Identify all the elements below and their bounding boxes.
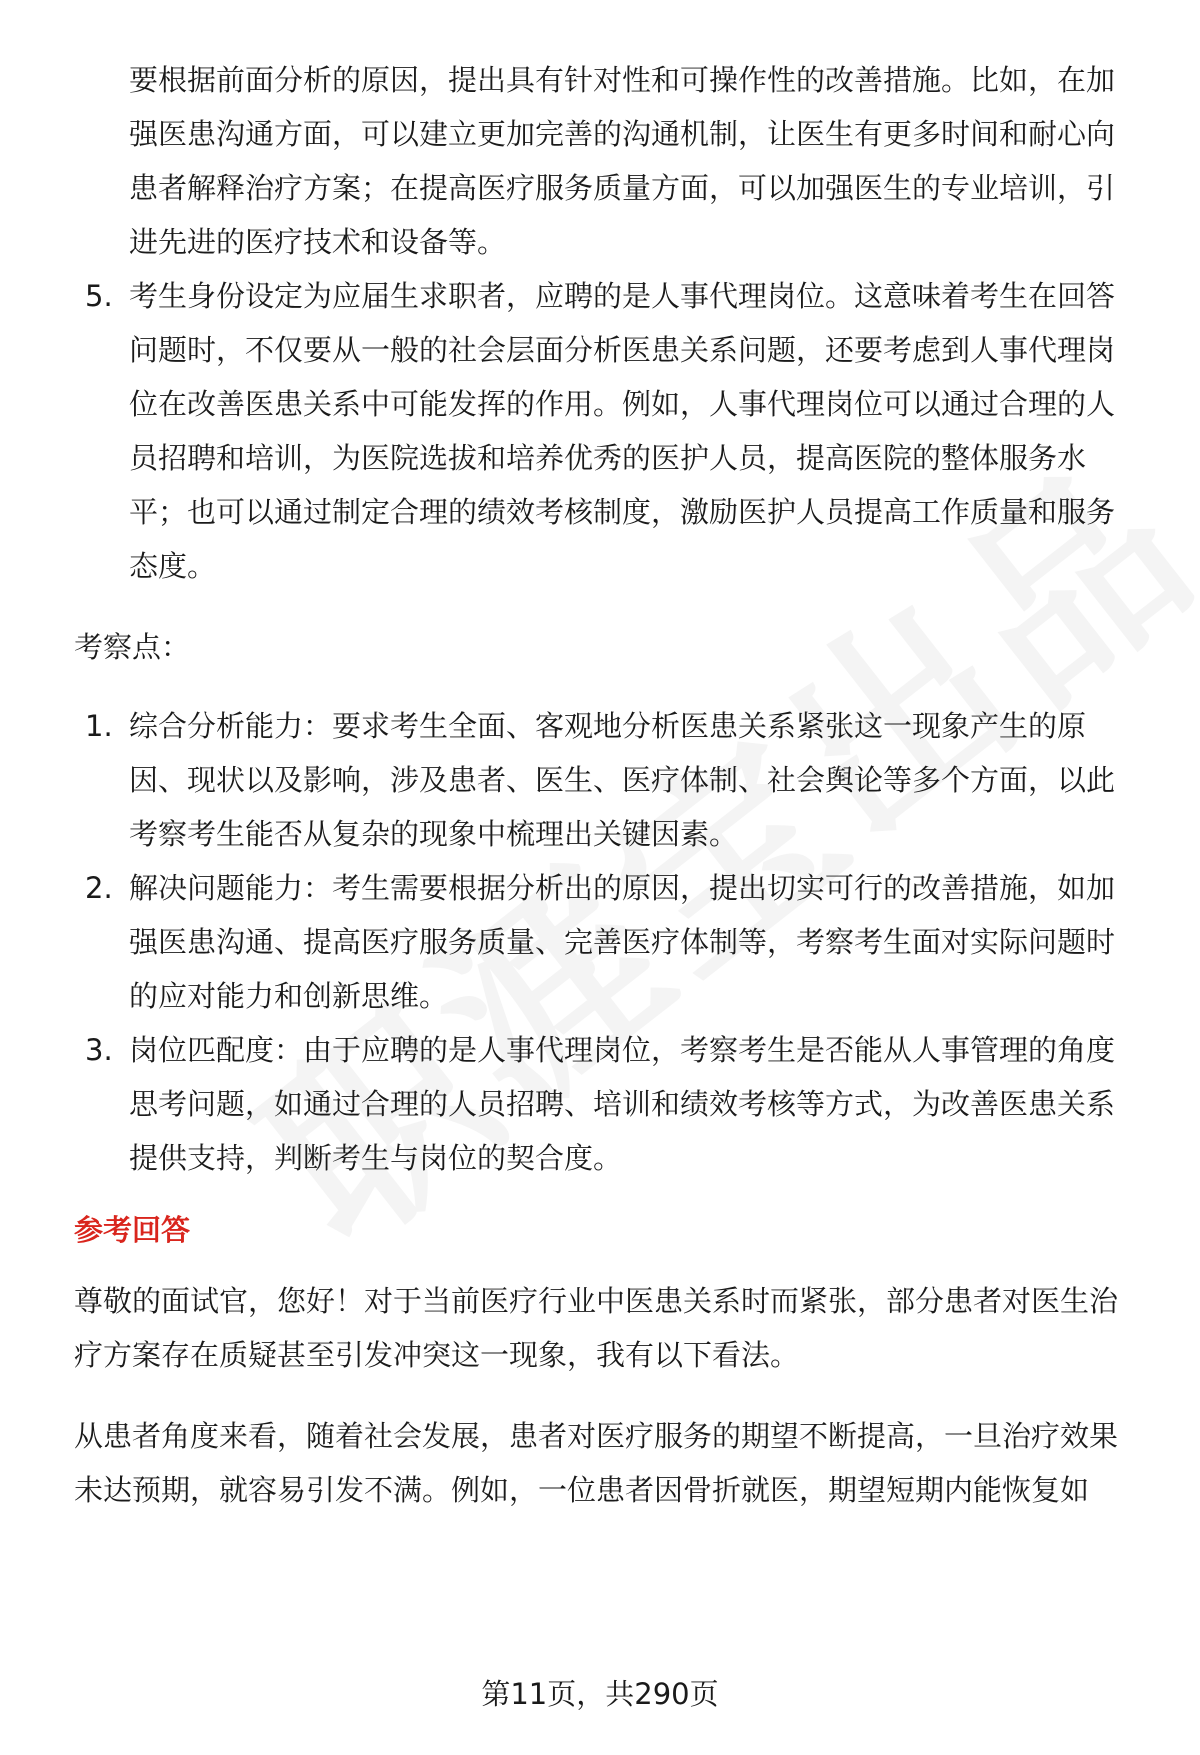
prev-item-line: 要根据前面分析的原因，提出具有针对性和可操作性的改善措施。比如，在加 — [129, 63, 1116, 97]
list-item-line: 思考问题，如通过合理的人员招聘、培训和绩效考核等方式，为改善医患关系 — [129, 1087, 1116, 1121]
list-item-line: 员招聘和培训，为医院选拔和培养优秀的医护人员，提高医院的整体服务水 — [129, 441, 1087, 475]
list-item-line: 的应对能力和创新思维。 — [129, 979, 449, 1013]
paragraph-line: 疗方案存在质疑甚至引发冲突这一现象，我有以下看法。 — [74, 1338, 800, 1372]
prev-item-line: 患者解释治疗方案；在提高医疗服务质量方面，可以加强医生的专业培训，引 — [129, 171, 1116, 205]
list-item-line: 因、现状以及影响，涉及患者、医生、医疗体制、社会舆论等多个方面，以此 — [129, 763, 1116, 797]
list-number: 3. — [85, 1033, 113, 1067]
list-item-line: 问题时，不仅要从一般的社会层面分析医患关系问题，还要考虑到人事代理岗 — [129, 333, 1116, 367]
list-item-line: 提供支持，判断考生与岗位的契合度。 — [129, 1141, 623, 1175]
list-number: 2. — [85, 871, 113, 905]
list-item-line: 岗位匹配度：由于应聘的是人事代理岗位，考察考生是否能从人事管理的角度 — [129, 1033, 1116, 1067]
reference-heading: 参考回答 — [74, 1213, 191, 1247]
list-item-line: 综合分析能力：要求考生全面、客观地分析医患关系紧张这一现象产生的原 — [129, 709, 1087, 743]
paragraph-line: 从患者角度来看，随着社会发展，患者对医疗服务的期望不断提高，一旦治疗效果 — [74, 1419, 1119, 1453]
paragraph-line: 未达预期，就容易引发不满。例如，一位患者因骨折就医，期望短期内能恢复如 — [74, 1473, 1090, 1507]
list-item-line: 强医患沟通、提高医疗服务质量、完善医疗体制等，考察考生面对实际问题时 — [129, 925, 1116, 959]
list-item-line: 态度。 — [129, 549, 217, 583]
page-number: 第11页，共290页 — [481, 1677, 719, 1711]
prev-item-line: 进先进的医疗技术和设备等。 — [129, 225, 507, 259]
list-item-line: 考生身份设定为应届生求职者，应聘的是人事代理岗位。这意味着考生在回答 — [129, 279, 1116, 313]
list-item-line: 平；也可以通过制定合理的绩效考核制度，激励医护人员提高工作质量和服务 — [129, 495, 1116, 529]
list-number: 5. — [85, 279, 113, 313]
list-item-line: 位在改善医患关系中可能发挥的作用。例如，人事代理岗位可以通过合理的人 — [129, 387, 1116, 421]
list-number: 1. — [85, 709, 113, 743]
prev-item-line: 强医患沟通方面，可以建立更加完善的沟通机制，让医生有更多时间和耐心向 — [129, 117, 1116, 151]
list-item-line: 解决问题能力：考生需要根据分析出的原因，提出切实可行的改善措施，如加 — [129, 871, 1116, 905]
list-item-line: 考察考生能否从复杂的现象中梳理出关键因素。 — [129, 817, 739, 851]
section-heading: 考察点： — [74, 630, 191, 664]
paragraph-line: 尊敬的面试官，您好！对于当前医疗行业中医患关系时而紧张，部分患者对医生治 — [74, 1284, 1119, 1318]
